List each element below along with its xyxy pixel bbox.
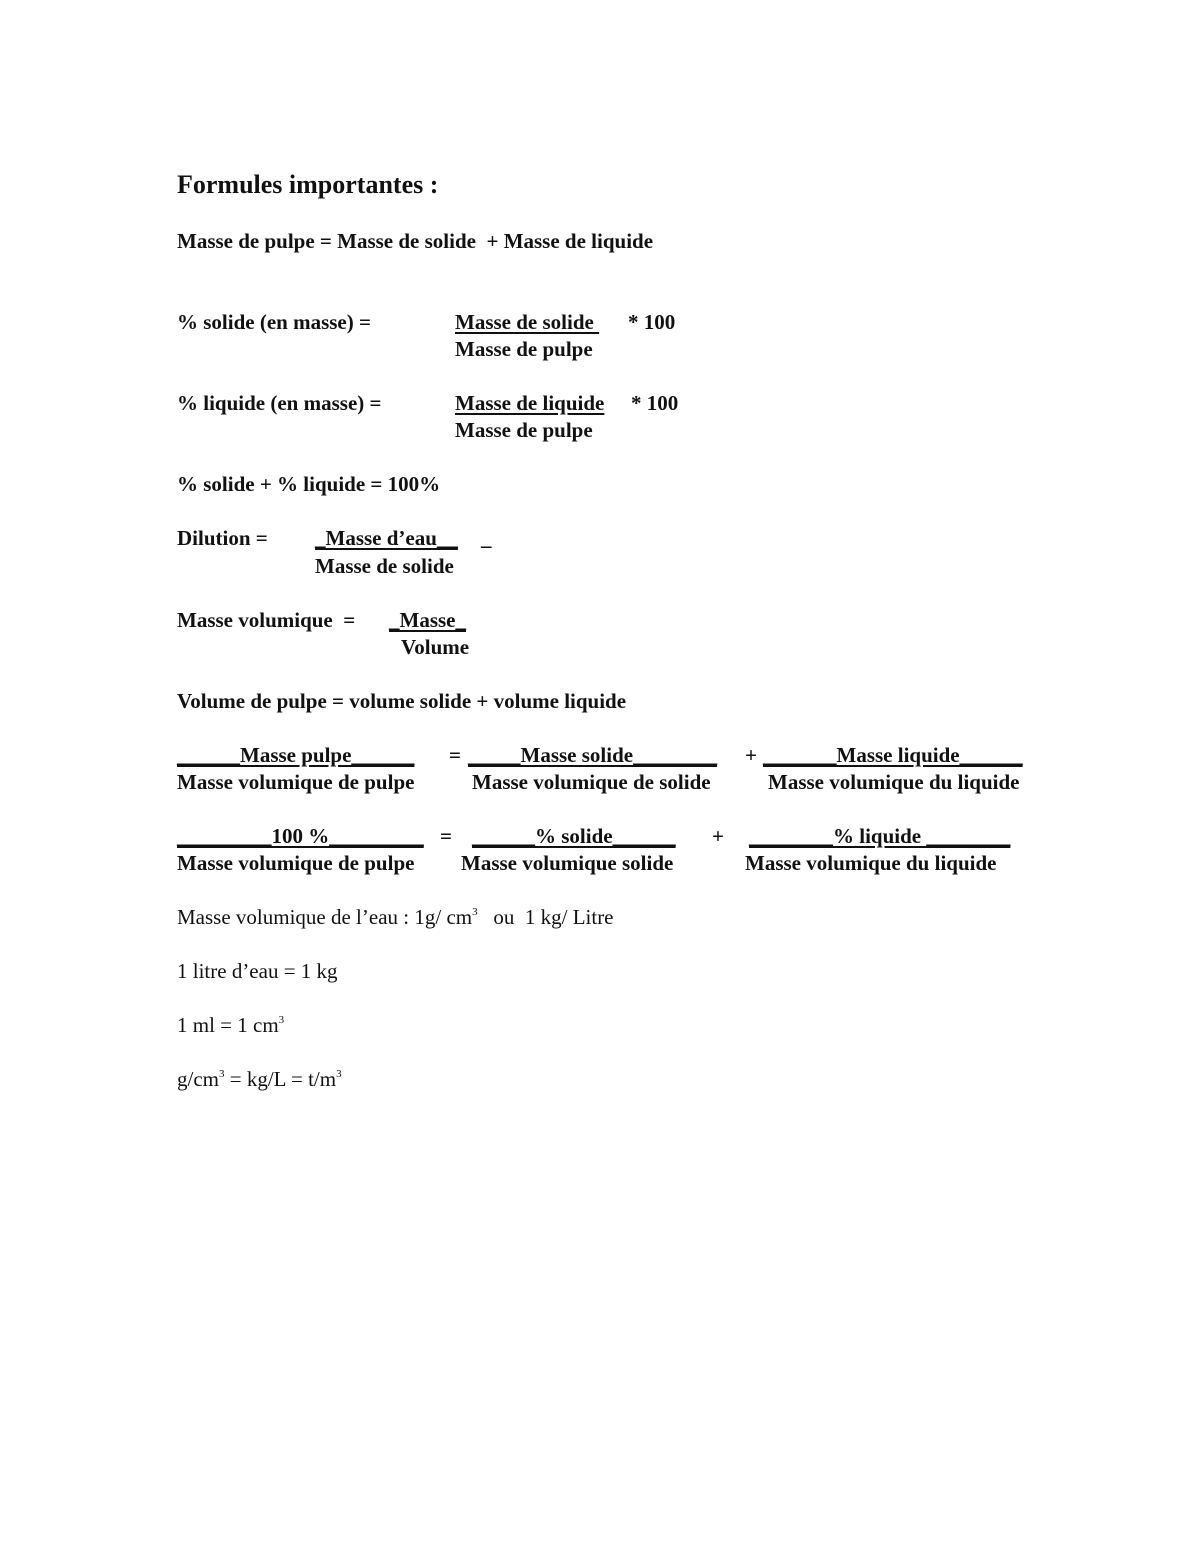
note-ml-cm3: 1 ml = 1 $cm^3$ — [177, 1013, 285, 1037]
formula-solid-percent-multiplier: * 100 — [628, 310, 676, 334]
formula-dilution-lhs: Dilution = — [177, 526, 268, 550]
formula-volume-mass-numerator-solid: _____Masse solide________ — [468, 743, 718, 767]
formula-dilution-numerator: _Masse d’eau__ — [315, 526, 458, 550]
formula-volume-mass-denominator-solid: Masse volumique de solide — [472, 770, 711, 794]
formula-pulp-mass: Masse de pulpe = Masse de solide + Masse de liquide — [177, 229, 654, 253]
formula-volume-mass-denominator-pulp: Masse volumique de pulpe — [177, 770, 415, 794]
formula-percent-sum: % solide + % liquide = 100% — [177, 472, 441, 496]
formula-density-denominator: Volume — [401, 635, 470, 659]
formula-solid-percent-numerator: Masse de solide — [455, 310, 600, 334]
formula-volume-percent-numerator-pulp: _________100 %_________ — [177, 824, 424, 848]
formula-volume-mass-denominator-liquid: Masse volumique du liquide — [768, 770, 1020, 794]
formula-volume-percent-denominator-solid: Masse volumique solide — [461, 851, 674, 875]
formula-volume-mass-plus: + — [745, 743, 757, 767]
note-unit-equivalence: $g/cm^3 = kg/L = t/m^3$ — [177, 1067, 342, 1091]
formula-volume-percent-denominator-pulp: Masse volumique de pulpe — [177, 851, 415, 875]
formula-liquid-percent-lhs: % liquide (en masse) = — [177, 391, 382, 415]
note-water-density: Masse volumique de l’eau : 1g/ $cm^3$ ou 1 kg/ Litre — [177, 905, 614, 929]
formula-volume-percent-equals: = — [440, 824, 452, 848]
formula-volume-mass-equals: = — [449, 743, 461, 767]
formula-volume-mass-numerator-pulp: ______Masse pulpe______ — [177, 743, 415, 767]
formula-volume-percent-numerator-solid: ______% solide______ — [472, 824, 676, 848]
note-water-litre: 1 litre d’eau = 1 kg — [177, 959, 338, 983]
formula-pulp-volume: Volume de pulpe = volume solide + volume liquide — [177, 689, 627, 713]
formula-dilution-trailing-underscore: _ — [481, 526, 492, 550]
formula-liquid-percent-denominator: Masse de pulpe — [455, 418, 593, 442]
formula-liquid-percent-multiplier: * 100 — [631, 391, 679, 415]
formula-volume-mass-numerator-liquid: _______Masse liquide______ — [763, 743, 1023, 767]
page-title: Formules importantes : — [177, 170, 439, 199]
formula-density-lhs: Masse volumique = — [177, 608, 356, 632]
formula-volume-percent-plus: + — [712, 824, 724, 848]
formula-liquid-percent-numerator: Masse de liquide — [455, 391, 605, 415]
formula-solid-percent-denominator: Masse de pulpe — [455, 337, 593, 361]
formula-volume-percent-denominator-liquid: Masse volumique du liquide — [745, 851, 997, 875]
formula-volume-percent-numerator-liquid: ________% liquide ________ — [749, 824, 1011, 848]
formula-density-numerator: _Masse_ — [389, 608, 466, 632]
formula-dilution-denominator: Masse de solide — [315, 554, 454, 578]
formula-solid-percent-lhs: % solide (en masse) = — [177, 310, 371, 334]
